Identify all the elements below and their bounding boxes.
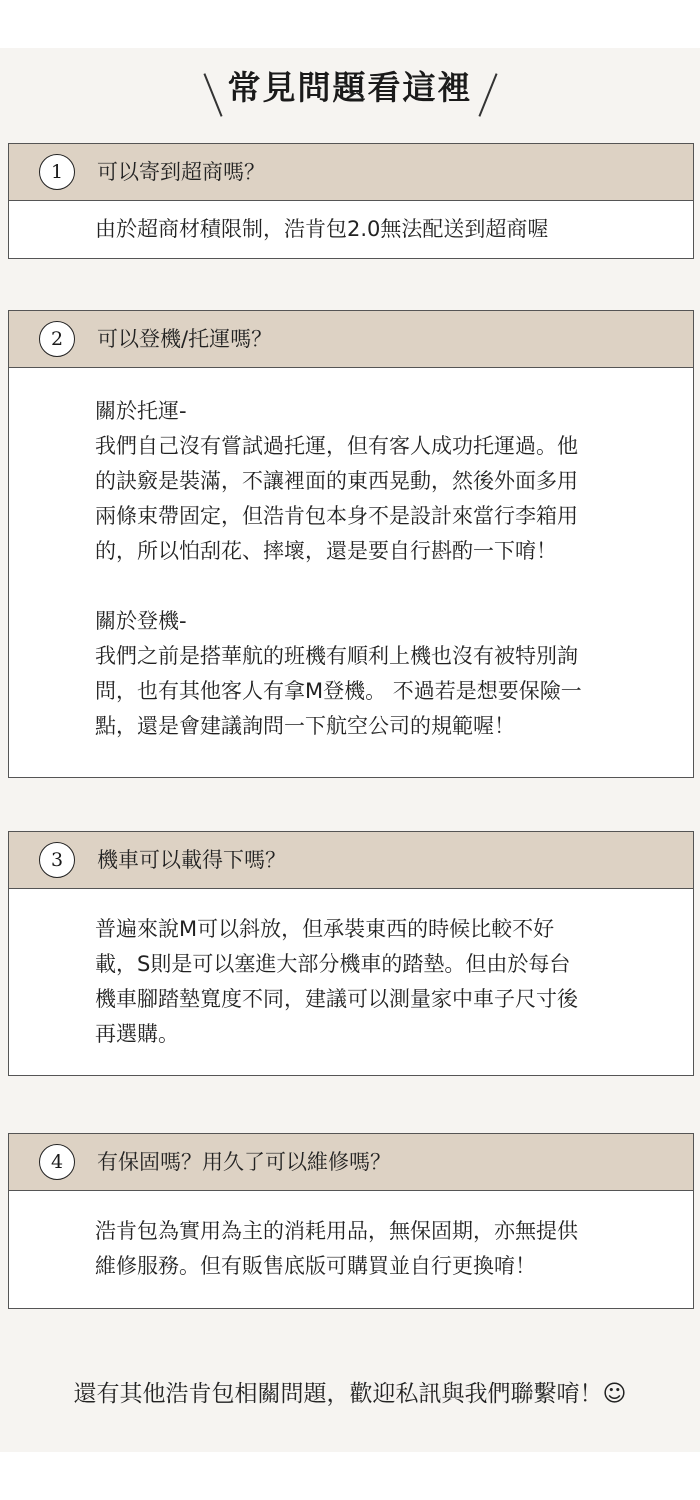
faq-question-bar bbox=[9, 832, 693, 889]
faq-item-2 bbox=[8, 310, 694, 778]
faq-question: 機車可以載得下嗎？ bbox=[97, 848, 286, 872]
faq-question-bar bbox=[9, 1134, 693, 1191]
faq-number-badge: 4 bbox=[39, 1144, 75, 1180]
faq-number-badge: 3 bbox=[39, 842, 75, 878]
faq-answer-text: 由於超商材積限制，浩肯包2.0無法配送到超商喔 bbox=[95, 217, 549, 241]
slash-decoration-right bbox=[478, 73, 497, 116]
faq-answer-text: 我們之前是搭華航的班機有順利上機也沒有被特別詢 問，也有其他客人有拿M登機。 不過若是想要保險一 點，還是會建議詢問一下航空公司的規範喔！ bbox=[95, 644, 582, 738]
faq-question: 可以登機/托運嗎？ bbox=[97, 327, 273, 351]
footer-contact-message: 還有其他浩肯包相關問題，歡迎私訊與我們聯繫唷！☺ bbox=[73, 1381, 627, 1407]
faq-answer-text: 我們自己沒有嘗試過托運，但有客人成功托運過。他 的訣竅是裝滿，不讓裡面的東西晃動，然後外面多用 兩條束帶固定，但浩肯包本身不是設計來當行李箱用 的，所以怕刮花、摔壞，還是要自行斟酌一下唷！ bbox=[95, 434, 578, 563]
faq-number-badge: 2 bbox=[39, 321, 75, 357]
faq-item-3 bbox=[8, 831, 694, 1076]
faq-answer bbox=[9, 889, 693, 1052]
faq-answer-heading-checked-baggage: 關於托運- bbox=[95, 399, 187, 423]
page-header bbox=[0, 56, 700, 120]
faq-item-1 bbox=[8, 143, 694, 259]
slash-decoration-left bbox=[203, 73, 222, 116]
faq-number-badge: 1 bbox=[39, 154, 75, 190]
faq-item-4 bbox=[8, 1133, 694, 1309]
faq-answer bbox=[9, 201, 693, 247]
faq-answer-text: 浩肯包為實用為主的消耗用品，無保固期，亦無提供 維修服務。但有販售底版可購買並自行更換唷！ bbox=[95, 1219, 578, 1278]
faq-question-bar bbox=[9, 144, 693, 201]
faq-answer bbox=[9, 1191, 693, 1284]
faq-question: 有保固嗎？用久了可以維修嗎？ bbox=[97, 1150, 391, 1174]
faq-answer bbox=[9, 368, 693, 744]
faq-question: 可以寄到超商嗎？ bbox=[97, 160, 265, 184]
page-title: 常見問題看這裡 bbox=[227, 68, 473, 107]
faq-answer-text: 普遍來說M可以斜放，但承裝東西的時候比較不好 載，S則是可以塞進大部分機車的踏墊。但由於每台 機車腳踏墊寬度不同，建議可以測量家中車子尺寸後 再選購。 bbox=[95, 917, 578, 1046]
faq-question-bar bbox=[9, 311, 693, 368]
faq-answer-heading-carry-on: 關於登機- bbox=[95, 609, 187, 633]
